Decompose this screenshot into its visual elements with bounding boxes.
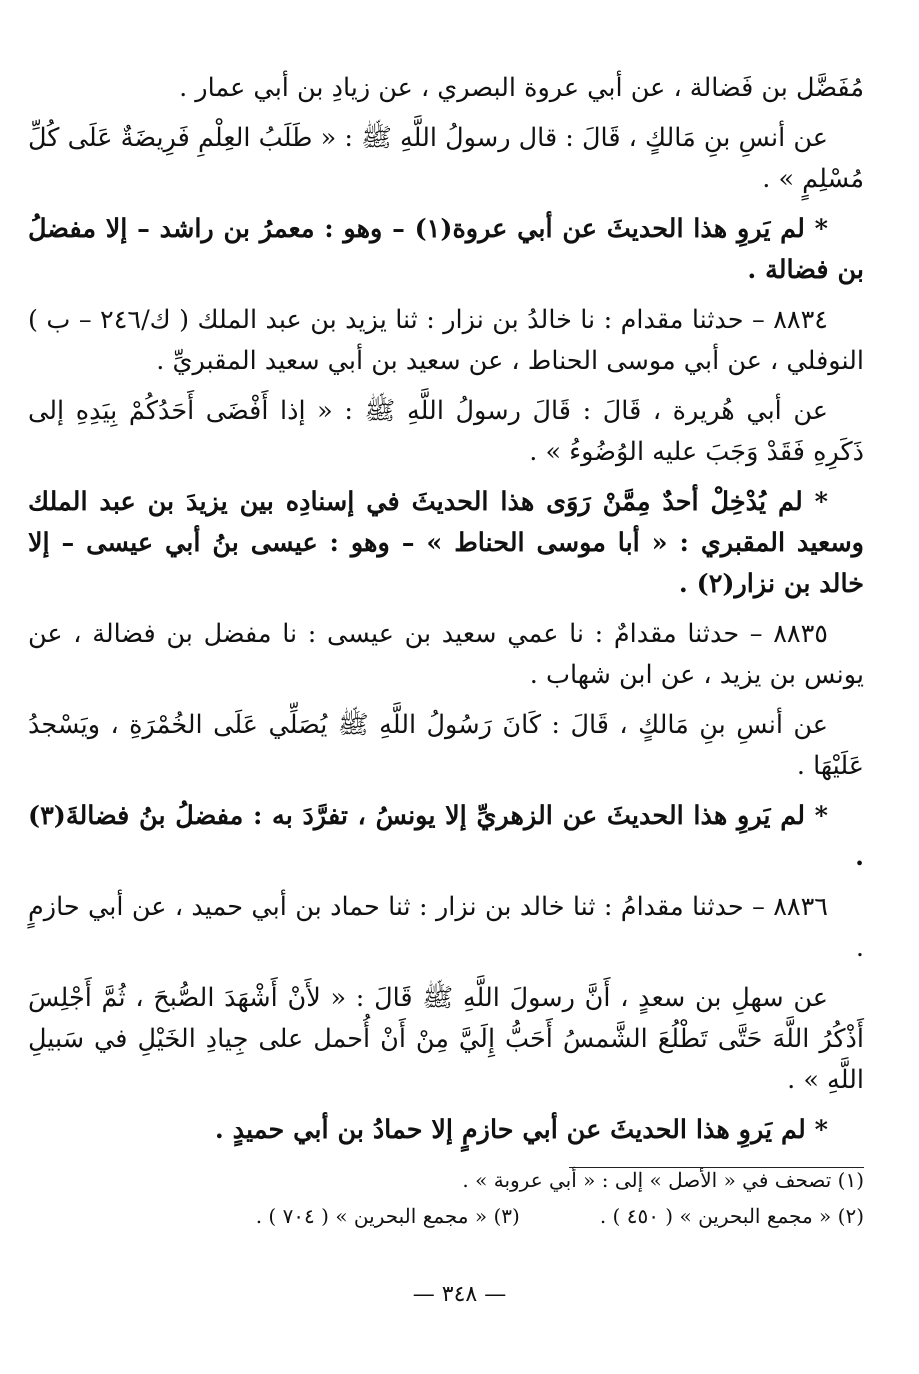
hadith-text: عن أبي هُريرة ، قَالَ : قَالَ رسولُ اللَّهِ ﷺ : « إذا أَفْضَى أَحَدُكُمْ بِيَدِهِ إلى ذَكَرِهِ فَقَدْ وَجَبَ عليه الوُضُوءُ » .: [28, 396, 864, 467]
hadith-text: عن أنسِ بنِ مَالكٍ ، قَالَ : قال رسولُ اللَّهِ ﷺ : « طَلَبُ العِلْمِ فَرِيضَةٌ عَلَى كُلِّ مُسْلِمٍ » .: [28, 123, 864, 194]
hadith-text: عن سهلِ بن سعدٍ ، أَنَّ رسولَ اللَّهِ ﷺ قَالَ : « لأَنْ أَشْهَدَ الصُّبحَ ، ثُمَّ أَجْلِسَ أَذْكُرُ اللَّهَ حَتَّى تَطْلُعَ الشَّمسُ أَحَبُّ إِلَيَّ مِنْ أَنْ أُحمل على جِيادِ الخَيْلِ في سَبيلِ اللَّهِ » .: [28, 983, 864, 1095]
footnote-1: (١) تصحف في « الأصل » إلى : « أبي عروبة » .: [462, 1168, 864, 1192]
hadith-text: عن أنسِ بنِ مَالكٍ ، قَالَ : كَانَ رَسُولُ اللَّهِ ﷺ يُصَلِّي عَلَى الخُمْرَةِ ، ويَسْجدُ عَلَيْهَا .: [28, 710, 864, 781]
author-note: * لم يَروِ هذا الحديثَ عن أبي حازمٍ إلا حمادُ بن أبي حميدٍ .: [214, 1115, 828, 1145]
footnotes: [56, 1162, 864, 1234]
author-note: * لم يَروِ هذا الحديثَ عن الزهريِّ إلا يونسُ ، تفرَّدَ به : مفضلُ بنُ فضالةَ(٣) .: [28, 801, 864, 872]
author-note: * لم يَروِ هذا الحديثَ عن أبي عروة(١) – وهو : معمرُ بن راشد – إلا مفضلُ بن فضالة .: [28, 214, 864, 285]
page-body: [28, 68, 864, 1160]
author-note: * لم يُدْخِلْ أحدٌ مِمَّنْ رَوَى هذا الحديثَ في إسنادِه بين يزيدَ بن عبد الملك وسعيد المقبري : « أبا موسى الحناط » – وهو : عيسى بنُ أبي عيسى – إلا خالد بن نزار(٢) .: [28, 487, 864, 599]
hadith-isnad-8836: ٨٨٣٦ – حدثنا مقدامُ : ثنا خالد بن نزار : ثنا حماد بن أبي حميد ، عن أبي حازمٍ .: [28, 892, 864, 963]
page-number: — ٣٤٨ —: [412, 1282, 507, 1307]
hadith-isnad-8834: ٨٨٣٤ – حدثنا مقدام : نا خالدُ بن نزار : ثنا يزيد بن عبد الملك ( ك/٢٤٦ – ب ) النوفلي ، عن أبي موسى الحناط ، عن سعيد بن أبي سعيد المقبريِّ .: [28, 305, 864, 376]
isnad-continuation: مُفَضَّل بن فَضالة ، عن أبي عروة البصري ، عن زيادِ بن أبي عمار .: [179, 73, 864, 103]
footnote-3: (٣) « مجمع البحرين » ( ٧٠٤ ) .: [255, 1204, 520, 1228]
footnote-2: (٢) « مجمع البحرين » ( ٤٥٠ ) .: [599, 1204, 864, 1228]
footnote-row: [56, 1162, 864, 1198]
hadith-isnad-8835: ٨٨٣٥ – حدثنا مقدامٌ : نا عمي سعيد بن عيسى : نا مفضل بن فضالة ، عن يونس بن يزيد ، عن ابن شهاب .: [28, 619, 864, 690]
footnote-row: [56, 1198, 864, 1234]
